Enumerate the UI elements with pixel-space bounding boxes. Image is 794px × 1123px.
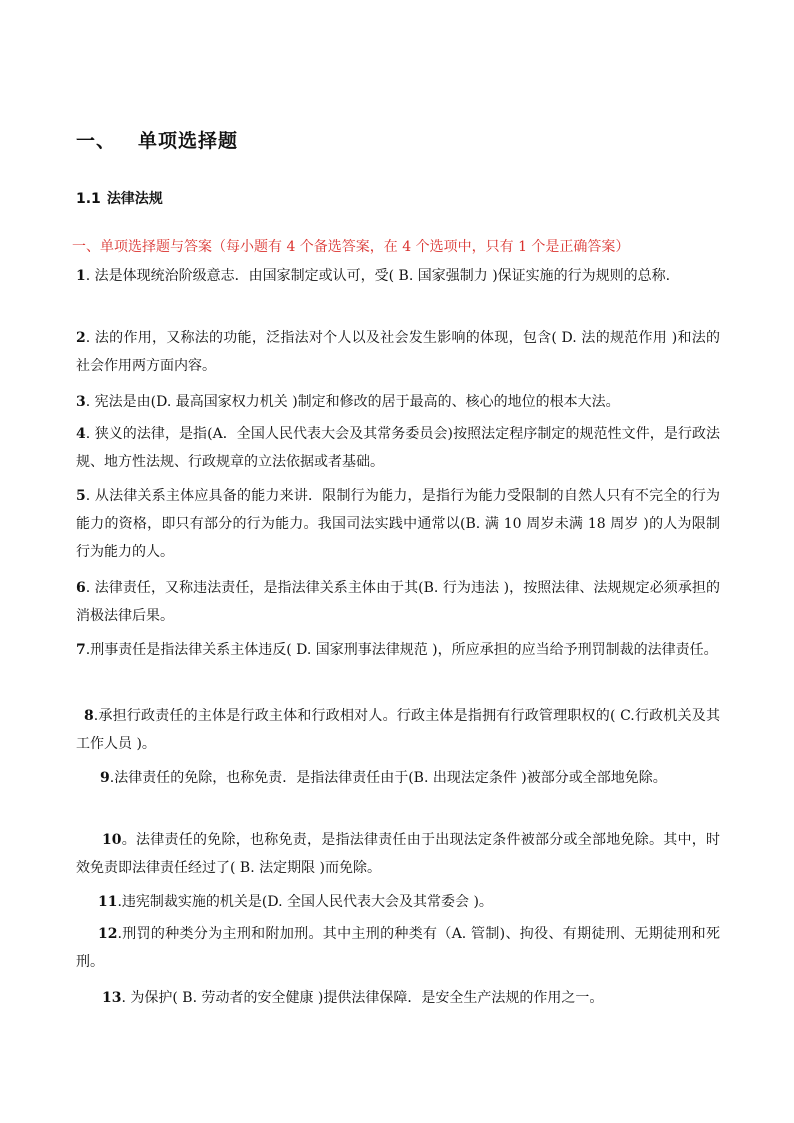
question-text: . 法是体现统治阶级意志．由国家制定或认可，受( B. 国家强制力 )保证实施的行为规则的总称.: [85, 268, 671, 284]
question-number: 10: [102, 832, 122, 848]
question-text: . 为保护( B. 劳动者的安全健康 )提供法律保障．是安全生产法规的作用之一。: [121, 990, 604, 1006]
question-text: .刑事责任是指法律关系主体违反( D. 国家刑事法律规范 )，所应承担的应当给予刑罚制裁的法律责任。: [85, 642, 718, 658]
section-number: 1.1: [76, 191, 101, 207]
question-number: 4: [76, 426, 86, 442]
section-heading: [76, 188, 163, 208]
question-number: 3: [76, 394, 86, 410]
question-text: .刑罚的种类分为主刑和附加刑。其中主刑的种类有（A. 管制)、拘役、有期徒刑、无期徒刑和死刑。: [76, 926, 720, 970]
question-3: [76, 388, 720, 416]
question-10: [76, 826, 720, 882]
question-8: [76, 702, 720, 758]
question-number: 5: [76, 488, 86, 504]
question-12: [76, 920, 720, 976]
question-number: 6: [76, 580, 86, 596]
chapter-number: 一、: [76, 130, 117, 152]
question-number: 2: [76, 330, 86, 346]
question-number: 7: [76, 642, 86, 658]
chapter-heading: [76, 126, 238, 153]
question-text: . 狭义的法律，是指(A．全国人民代表大会及其常务委员会)按照法定程序制定的规范性文件，是行政法规、地方性法规、行政规章的立法依据或者基础。: [76, 426, 720, 470]
question-number: 8: [84, 708, 94, 724]
question-number: 11: [98, 894, 118, 910]
question-text: .承担行政责任的主体是行政主体和行政相对人。行政主体是指拥有行政管理职权的( C.行政机关及其工作人员 )。: [76, 708, 720, 752]
question-number: 12: [98, 926, 118, 942]
question-9: [76, 764, 720, 792]
question-13: [76, 984, 720, 1012]
question-number: 13: [102, 990, 122, 1006]
question-4: [76, 420, 720, 476]
question-text: . 从法律关系主体应具备的能力来讲．限制行为能力，是指行为能力受限制的自然人只有不完全的行为能力的资格，即只有部分的行为能力。我国司法实践中通常以(B. 满 10 周岁未满 18 周岁 )的人为限制行为能力的人。: [76, 488, 720, 560]
question-2: [76, 324, 720, 380]
question-text: .法律责任的免除，也称免责．是指法律责任由于(B. 出现法定条件 )被部分或全部地免除。: [109, 770, 667, 786]
question-number: 9: [100, 770, 110, 786]
instruction-text: 一、单项选择题与答案（每小题有 4 个备选答案，在 4 个选项中，只有 1 个是正确答案）: [72, 239, 630, 255]
section-title: 法律法规: [106, 191, 163, 207]
chapter-title: 单项选择题: [138, 130, 239, 152]
question-text: .违宪制裁实施的机关是(D. 全国人民代表大会及其常委会 )。: [117, 894, 493, 910]
question-5: [76, 482, 720, 566]
question-text: . 法的作用，又称法的功能，泛指法对个人以及社会发生影响的体现，包含( D. 法的规范作用 )和法的社会作用两方面内容。: [76, 330, 720, 374]
question-number: 1: [76, 268, 86, 284]
question-text: . 法律责任，又称违法责任，是指法律关系主体由于其(B. 行为违法 )，按照法律、法规规定必须承担的消极法律后果。: [76, 580, 720, 624]
question-7: [76, 636, 720, 664]
question-1: [76, 262, 720, 290]
question-text: . 宪法是由(D. 最高国家权力机关 )制定和修改的居于最高的、核心的地位的根本大法。: [85, 394, 620, 410]
question-text: 。法律责任的免除，也称免责，是指法律责任由于出现法定条件被部分或全部地免除。其中，时效免责即法律责任经过了( B. 法定期限 )而免除。: [76, 832, 720, 876]
question-6: [76, 574, 720, 630]
question-11: [76, 888, 720, 916]
